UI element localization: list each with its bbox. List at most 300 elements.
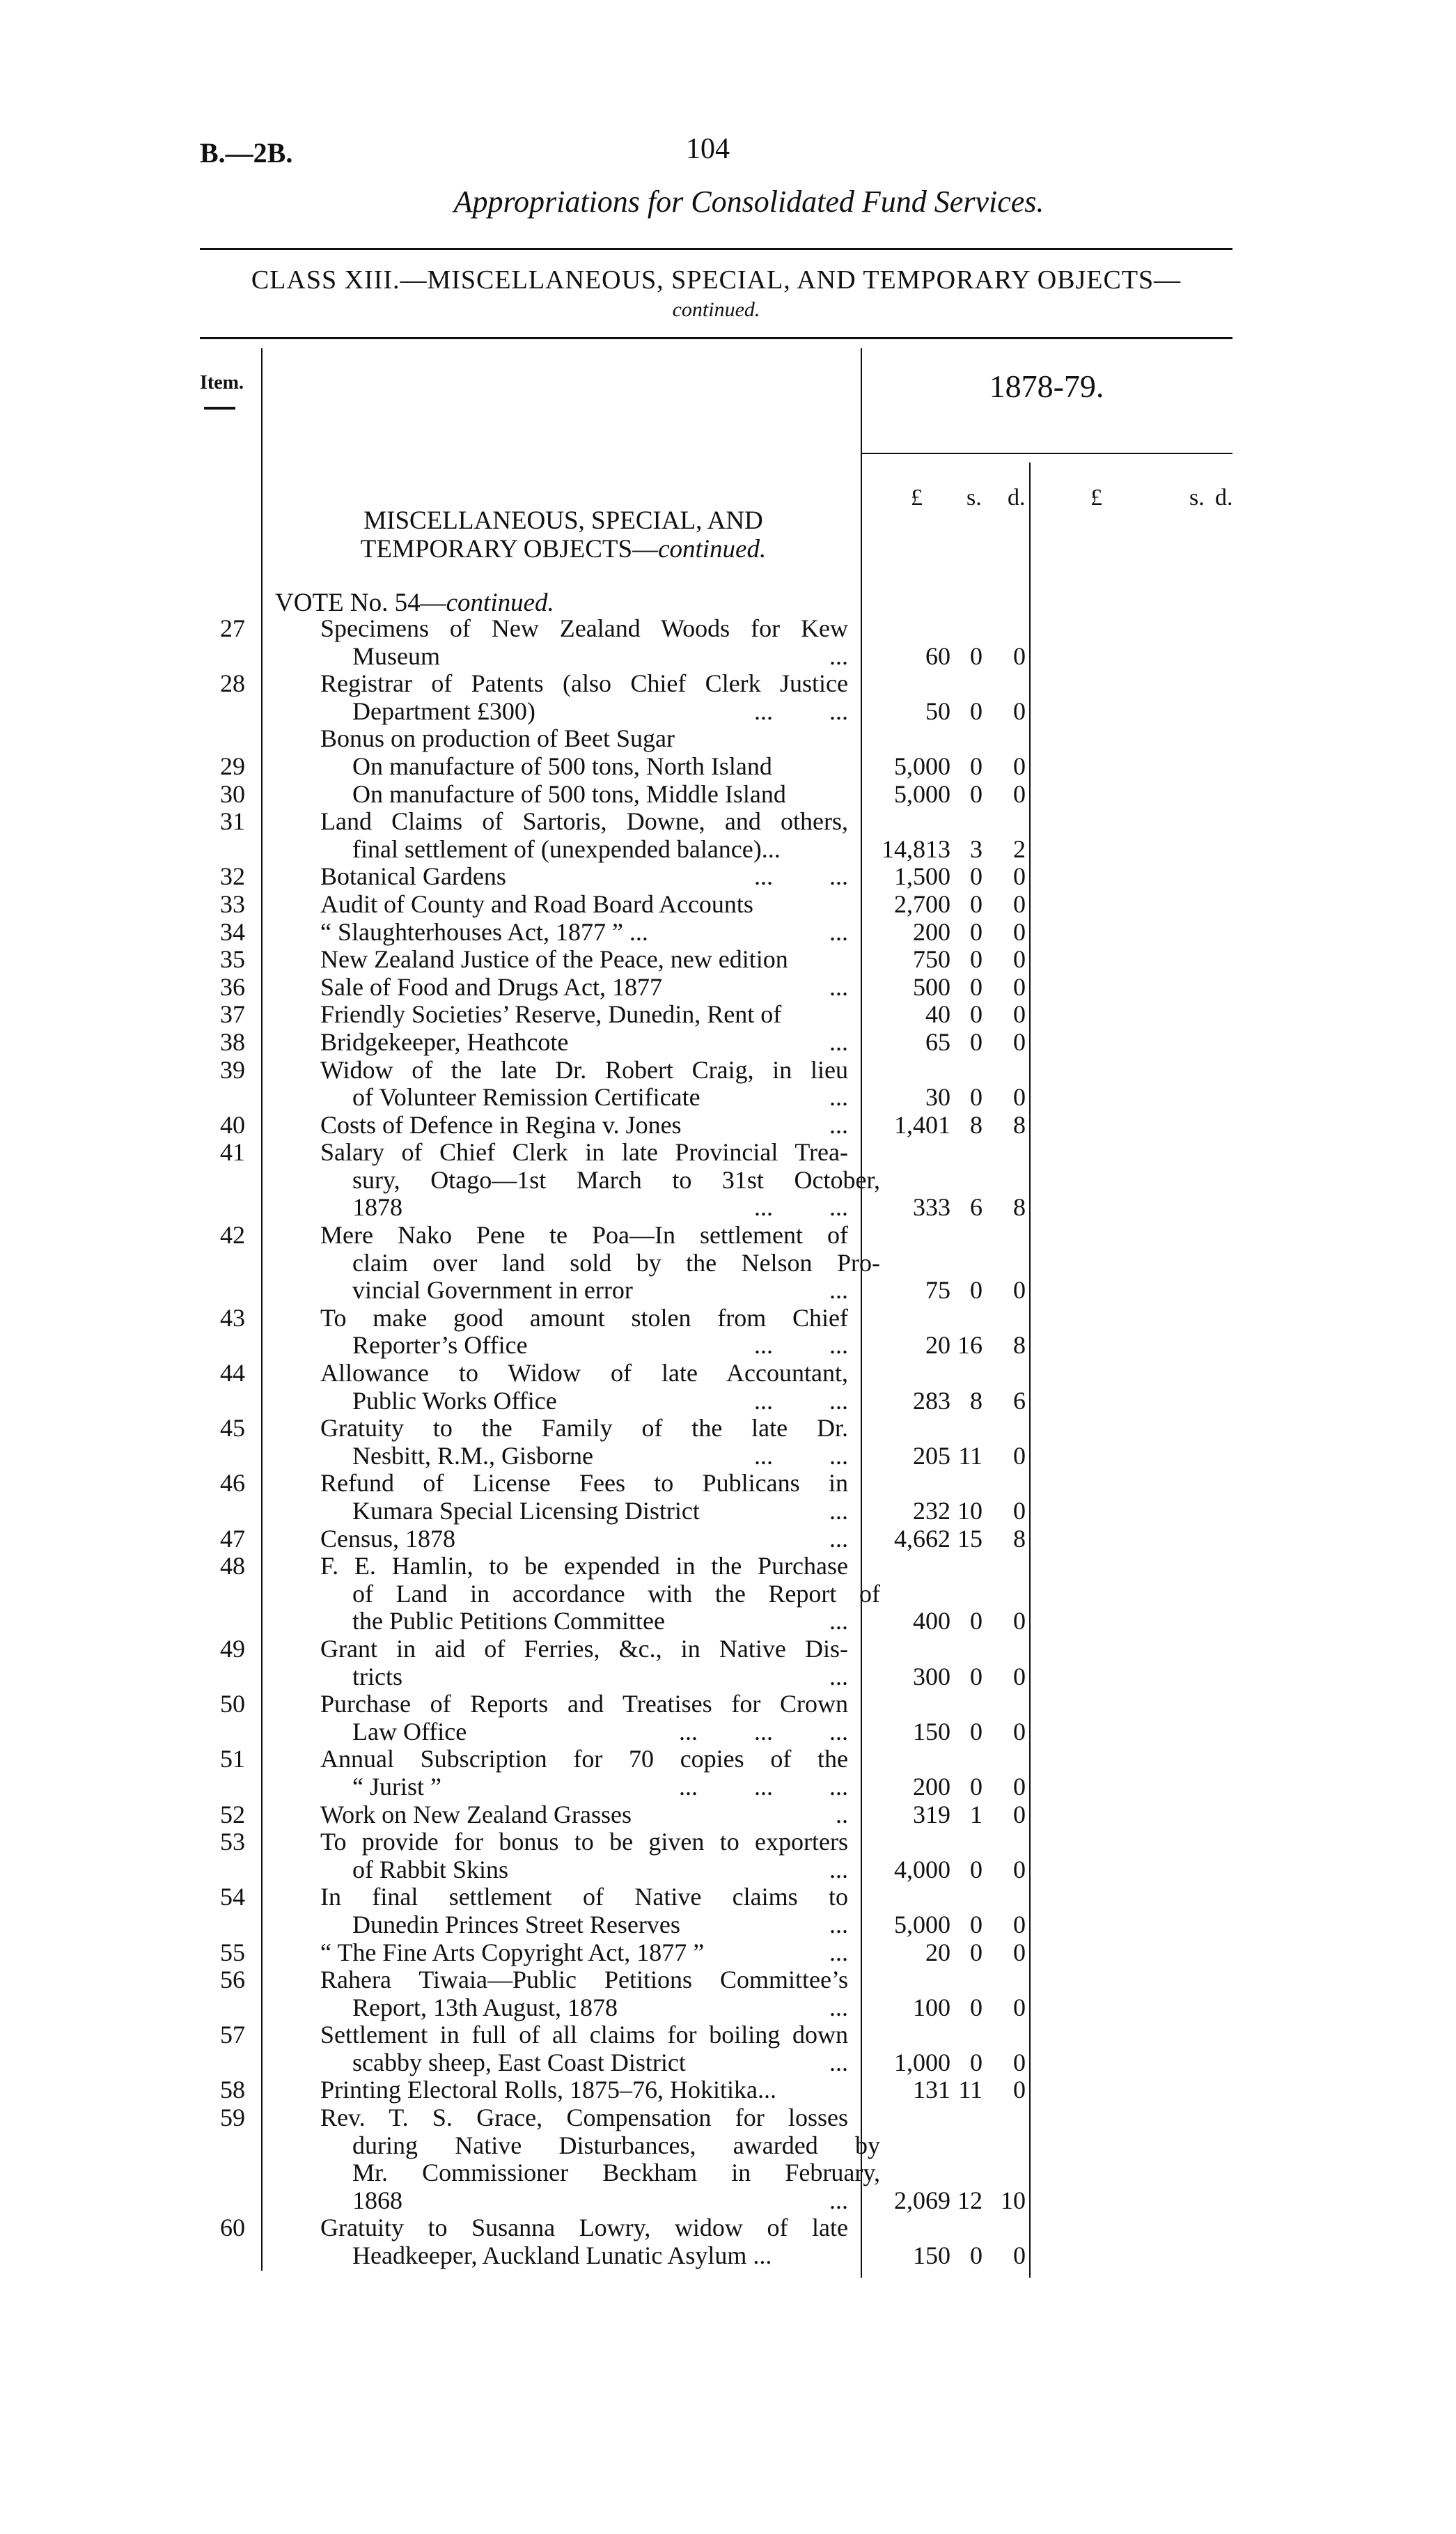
table-row-continuation bbox=[0, 1663, 1456, 1691]
amount-pence: 0 bbox=[1013, 1497, 1026, 1525]
item-description: Mr. Commissioner Beckham in February, bbox=[352, 2159, 880, 2187]
shillings-header-1: s. bbox=[966, 485, 982, 511]
item-number: 60 bbox=[220, 2214, 245, 2242]
item-description: F. E. Hamlin, to be expended in the Purchase bbox=[320, 1552, 848, 1580]
item-number: 39 bbox=[220, 1055, 245, 1084]
table-row bbox=[0, 1635, 1456, 1663]
amount-pence: 8 bbox=[1013, 1193, 1026, 1222]
table-row bbox=[0, 753, 1456, 781]
table-row bbox=[0, 2021, 1456, 2049]
amount-shillings: 0 bbox=[970, 1083, 983, 1112]
table-row-continuation bbox=[0, 643, 1456, 671]
item-number: 57 bbox=[220, 2021, 245, 2049]
table-row-continuation bbox=[0, 2187, 1456, 2215]
item-number: 54 bbox=[220, 1883, 245, 1911]
table-row bbox=[0, 1415, 1456, 1443]
item-number: 52 bbox=[220, 1800, 245, 1828]
pence-header-2: d. bbox=[1215, 485, 1233, 511]
table-row bbox=[0, 1057, 1456, 1085]
amount-pence: 0 bbox=[1013, 1027, 1026, 1056]
item-description: In final settlement of Native claims to bbox=[320, 1883, 848, 1911]
table-row bbox=[0, 1029, 1456, 1057]
table-row bbox=[0, 974, 1456, 1002]
item-number: 56 bbox=[220, 1966, 245, 1994]
leader-dots: ... ... bbox=[754, 1193, 848, 1222]
table-row-continuation bbox=[0, 1194, 1456, 1222]
leader-dots: ... bbox=[829, 1524, 848, 1553]
rule-top bbox=[200, 248, 1232, 250]
item-number: 48 bbox=[220, 1552, 245, 1580]
table-row-continuation bbox=[0, 1856, 1456, 1884]
item-number: 28 bbox=[220, 669, 245, 698]
amount-shillings: 0 bbox=[970, 1717, 983, 1746]
item-description: “ The Fine Arts Copyright Act, 1877 ” bbox=[320, 1938, 705, 1966]
amount-pence: 0 bbox=[1013, 1607, 1026, 1635]
table-row bbox=[0, 1360, 1456, 1388]
item-description: 1878 bbox=[352, 1193, 402, 1222]
item-description: Land Claims of Sartoris, Downe, and others, bbox=[320, 807, 848, 836]
item-description: tricts bbox=[352, 1662, 402, 1690]
item-description: Settlement in full of all claims for boiling down bbox=[320, 2021, 848, 2049]
item-number: 59 bbox=[220, 2104, 245, 2132]
table-row bbox=[0, 1553, 1456, 1580]
vote-number: VOTE No. 54— bbox=[275, 589, 446, 617]
amount-pounds: 40 bbox=[925, 1000, 950, 1029]
item-number: 38 bbox=[220, 1027, 245, 1056]
amount-pounds: 1,000 bbox=[894, 2048, 950, 2076]
leader-dots: ... bbox=[829, 2186, 848, 2214]
leader-dots: ... bbox=[829, 1910, 848, 1938]
item-description: of Volunteer Remission Certificate bbox=[352, 1083, 700, 1112]
amount-pounds: 100 bbox=[913, 1993, 950, 2021]
table-row bbox=[0, 670, 1456, 698]
leader-dots: ... bbox=[829, 1662, 848, 1690]
shillings-header-2: s. bbox=[1189, 485, 1205, 511]
amount-pounds: 20 bbox=[925, 1938, 950, 1966]
table-row bbox=[0, 1690, 1456, 1718]
amount-shillings: 0 bbox=[970, 1938, 983, 1966]
item-number: 51 bbox=[220, 1745, 245, 1773]
amount-pounds: 319 bbox=[913, 1800, 950, 1828]
amount-pounds: 200 bbox=[913, 1772, 950, 1801]
amount-pence: 8 bbox=[1013, 1524, 1026, 1553]
item-number: 31 bbox=[220, 807, 245, 836]
item-number: 32 bbox=[220, 862, 245, 891]
amount-pounds: 2,069 bbox=[894, 2186, 950, 2214]
item-description: Dunedin Princes Street Reserves bbox=[352, 1910, 680, 1938]
item-number: 43 bbox=[220, 1303, 245, 1332]
table-row bbox=[0, 1139, 1456, 1167]
amount-pounds: 283 bbox=[913, 1386, 950, 1415]
amount-pence: 10 bbox=[1001, 2186, 1026, 2214]
table-row bbox=[0, 863, 1456, 891]
amount-pounds: 60 bbox=[925, 642, 950, 670]
item-description: sury, Otago—1st March to 31st October, bbox=[352, 1165, 880, 1194]
item-description: of Rabbit Skins bbox=[352, 1855, 509, 1883]
item-number: 30 bbox=[220, 779, 245, 808]
amount-pounds: 65 bbox=[925, 1027, 950, 1056]
item-description: Rev. T. S. Grace, Compensation for losses bbox=[320, 2104, 848, 2132]
amount-shillings: 0 bbox=[970, 697, 983, 725]
amount-shillings: 0 bbox=[970, 779, 983, 808]
item-number: 29 bbox=[220, 752, 245, 780]
item-description: Census, 1878 bbox=[320, 1524, 456, 1553]
leader-dots: ... bbox=[829, 1607, 848, 1635]
amount-pence: 0 bbox=[1013, 1938, 1026, 1966]
amount-pence: 8 bbox=[1013, 1331, 1026, 1360]
table-row bbox=[0, 1939, 1456, 1967]
amount-pounds: 1,401 bbox=[894, 1110, 950, 1139]
amount-pounds: 30 bbox=[925, 1083, 950, 1112]
amount-pounds: 75 bbox=[925, 1276, 950, 1305]
amount-pence: 0 bbox=[1013, 972, 1026, 1001]
amount-pence: 0 bbox=[1013, 642, 1026, 670]
amount-pence: 0 bbox=[1013, 862, 1026, 891]
table-row-continuation bbox=[0, 698, 1456, 726]
item-description: Bonus on production of Beet Sugar bbox=[320, 724, 675, 753]
table-row bbox=[0, 1112, 1456, 1140]
item-number: 44 bbox=[220, 1359, 245, 1388]
amount-shillings: 0 bbox=[970, 1855, 983, 1883]
year-header: 1878-79. bbox=[989, 368, 1104, 404]
leader-dots: ... ... ... bbox=[679, 1772, 848, 1801]
amount-shillings: 12 bbox=[957, 2186, 983, 2214]
amount-pounds: 14,813 bbox=[882, 834, 950, 863]
amount-pence: 0 bbox=[1013, 2076, 1026, 2104]
table-row-continuation bbox=[0, 1773, 1456, 1801]
amount-pounds: 300 bbox=[913, 1662, 950, 1690]
amount-shillings: 0 bbox=[970, 752, 983, 780]
item-description: Costs of Defence in Regina v. Jones bbox=[320, 1110, 682, 1139]
leader-dots: ... bbox=[829, 972, 848, 1001]
leader-dots: ... bbox=[829, 1027, 848, 1056]
table-row bbox=[0, 946, 1456, 974]
vote-continued: continued. bbox=[446, 589, 554, 617]
leader-dots: ... ... bbox=[754, 1331, 848, 1360]
table-row-continuation bbox=[0, 836, 1456, 864]
table-row-continuation bbox=[0, 1911, 1456, 1939]
amount-pounds: 5,000 bbox=[894, 752, 950, 780]
table-row-continuation bbox=[0, 1388, 1456, 1415]
item-description: Bridgekeeper, Heathcote bbox=[320, 1027, 569, 1056]
leader-dots: ... bbox=[829, 1110, 848, 1139]
amount-pounds: 500 bbox=[913, 972, 950, 1001]
table-row bbox=[0, 615, 1456, 643]
item-column-header: Item. bbox=[200, 372, 244, 394]
amount-shillings: 1 bbox=[970, 1800, 983, 1828]
amount-shillings: 11 bbox=[958, 1441, 983, 1470]
item-number: 50 bbox=[220, 1690, 245, 1718]
amount-shillings: 0 bbox=[970, 2241, 983, 2270]
amount-pence: 0 bbox=[1013, 1993, 1026, 2021]
amount-shillings: 0 bbox=[970, 1607, 983, 1635]
table-row-continuation bbox=[0, 1718, 1456, 1746]
table-row bbox=[0, 808, 1456, 836]
table-row-continuation bbox=[0, 1332, 1456, 1360]
amount-pence: 0 bbox=[1013, 697, 1026, 725]
section-heading-line-2 bbox=[279, 534, 848, 564]
amount-shillings: 0 bbox=[970, 1662, 983, 1690]
amount-pence: 0 bbox=[1013, 1276, 1026, 1305]
item-description: Botanical Gardens bbox=[320, 862, 506, 891]
leader-dots: ... bbox=[829, 642, 848, 670]
leader-dots: ... ... bbox=[754, 697, 848, 725]
item-description: Gratuity to Susanna Lowry, widow of late bbox=[320, 2214, 848, 2242]
item-description: Gratuity to the Family of the late Dr. bbox=[320, 1414, 848, 1443]
item-description: Museum bbox=[352, 642, 440, 670]
amount-pounds: 232 bbox=[913, 1497, 950, 1525]
amount-shillings: 15 bbox=[957, 1524, 983, 1553]
amount-pounds: 200 bbox=[913, 917, 950, 946]
table-row-continuation bbox=[0, 2242, 1456, 2270]
amount-pence: 0 bbox=[1013, 2241, 1026, 2270]
item-description: Rahera Tiwaia—Public Petitions Committee’s bbox=[320, 1966, 848, 1994]
table-row bbox=[0, 1801, 1456, 1829]
document-reference: B.—2B. bbox=[200, 137, 293, 169]
amount-pence: 0 bbox=[1013, 1855, 1026, 1883]
item-description: Report, 13th August, 1878 bbox=[352, 1993, 618, 2021]
table-row bbox=[0, 1470, 1456, 1498]
item-description: “ Slaughterhouses Act, 1877 ” ... bbox=[320, 917, 648, 946]
item-description: Sale of Food and Drugs Act, 1877 bbox=[320, 972, 662, 1001]
item-description: Purchase of Reports and Treatises for Crown bbox=[320, 1690, 848, 1718]
item-number: 47 bbox=[220, 1524, 245, 1553]
amount-shillings: 0 bbox=[970, 2048, 983, 2076]
item-number: 53 bbox=[220, 1828, 245, 1856]
leader-dots: ... ... bbox=[754, 1441, 848, 1470]
amount-pence: 0 bbox=[1013, 1662, 1026, 1690]
item-number: 49 bbox=[220, 1634, 245, 1663]
table-row bbox=[0, 2214, 1456, 2242]
amount-shillings: 0 bbox=[970, 889, 983, 918]
leader-dots: ... ... bbox=[754, 1386, 848, 1415]
amount-shillings: 0 bbox=[970, 1276, 983, 1305]
table-row bbox=[0, 725, 1456, 753]
item-number: 58 bbox=[220, 2076, 245, 2104]
amount-shillings: 0 bbox=[970, 862, 983, 891]
leader-dots: ... bbox=[829, 2048, 848, 2076]
leader-dots: ... bbox=[829, 917, 848, 946]
table-row-continuation bbox=[0, 1994, 1456, 2022]
leader-dots: ... bbox=[829, 1497, 848, 1525]
amount-pounds: 50 bbox=[925, 697, 950, 725]
table-row bbox=[0, 1883, 1456, 1911]
amount-pounds: 750 bbox=[913, 945, 950, 974]
item-description: Work on New Zealand Grasses bbox=[320, 1800, 632, 1828]
table-row bbox=[0, 891, 1456, 919]
year-header-rule bbox=[861, 453, 1232, 454]
amount-pence: 0 bbox=[1013, 1000, 1026, 1029]
item-number: 34 bbox=[220, 917, 245, 946]
item-description: vincial Government in error bbox=[352, 1276, 633, 1305]
item-description: On manufacture of 500 tons, North Island bbox=[352, 752, 772, 780]
item-description: Reporter’s Office bbox=[352, 1331, 528, 1360]
item-number: 35 bbox=[220, 945, 245, 974]
table-row-continuation bbox=[0, 2159, 1456, 2187]
amount-pence: 2 bbox=[1013, 834, 1026, 863]
table-row-continuation bbox=[0, 1608, 1456, 1635]
amount-pence: 0 bbox=[1013, 1800, 1026, 1828]
item-description: Public Works Office bbox=[352, 1386, 557, 1415]
amount-shillings: 0 bbox=[970, 917, 983, 946]
table-row bbox=[0, 2076, 1456, 2104]
item-description: Kumara Special Licensing District bbox=[352, 1497, 700, 1525]
amount-pounds: 4,000 bbox=[894, 1855, 950, 1883]
amount-shillings: 0 bbox=[970, 1000, 983, 1029]
item-description: Registrar of Patents (also Chief Clerk Justice bbox=[320, 669, 848, 698]
amount-pence: 0 bbox=[1013, 945, 1026, 974]
item-number: 27 bbox=[220, 614, 245, 642]
item-description: Nesbitt, R.M., Gisborne bbox=[352, 1441, 593, 1470]
item-description: On manufacture of 500 tons, Middle Island bbox=[352, 779, 786, 808]
item-description: To provide for bonus to be given to exporters bbox=[320, 1828, 848, 1856]
amount-pounds: 20 bbox=[925, 1331, 950, 1360]
table-row-continuation bbox=[0, 1167, 1456, 1195]
table-row bbox=[0, 1966, 1456, 1994]
item-description: Salary of Chief Clerk in late Provincial Trea- bbox=[320, 1138, 848, 1167]
item-description: Refund of License Fees to Publicans in bbox=[320, 1469, 848, 1498]
item-description: Law Office bbox=[352, 1717, 467, 1746]
amount-pounds: 400 bbox=[913, 1607, 950, 1635]
item-number: 40 bbox=[220, 1110, 245, 1139]
item-number: 37 bbox=[220, 1000, 245, 1029]
amount-pence: 0 bbox=[1013, 889, 1026, 918]
table-row-continuation bbox=[0, 2049, 1456, 2077]
amount-shillings: 11 bbox=[958, 2076, 983, 2104]
item-description: Annual Subscription for 70 copies of the bbox=[320, 1745, 848, 1773]
amount-pounds: 150 bbox=[913, 2241, 950, 2270]
vote-heading bbox=[275, 588, 554, 618]
item-number: 42 bbox=[220, 1221, 245, 1250]
leader-dots: ... bbox=[829, 1083, 848, 1112]
table-row-continuation bbox=[0, 1580, 1456, 1608]
item-description: “ Jurist ” bbox=[352, 1772, 441, 1801]
rule-table-top bbox=[200, 337, 1232, 339]
table-row-continuation bbox=[0, 1250, 1456, 1277]
amount-shillings: 0 bbox=[970, 1772, 983, 1801]
class-continued: continued. bbox=[672, 298, 760, 321]
amount-shillings: 16 bbox=[957, 1331, 983, 1360]
item-number: 55 bbox=[220, 1938, 245, 1966]
leader-dots: ... ... ... bbox=[679, 1717, 848, 1746]
amount-shillings: 0 bbox=[970, 1910, 983, 1938]
item-description: the Public Petitions Committee bbox=[352, 1607, 665, 1635]
amount-pounds: 4,662 bbox=[894, 1524, 950, 1553]
amount-pounds: 2,700 bbox=[894, 889, 950, 918]
amount-shillings: 0 bbox=[970, 642, 983, 670]
amount-pounds: 5,000 bbox=[894, 779, 950, 808]
item-description: claim over land sold by the Nelson Pro- bbox=[352, 1248, 880, 1277]
section-heading-line-1: MISCELLANEOUS, SPECIAL, AND bbox=[363, 506, 763, 535]
pounds-header-1: £ bbox=[911, 485, 923, 511]
item-header-dash bbox=[204, 407, 235, 410]
class-heading: CLASS XIII.—MISCELLANEOUS, SPECIAL, AND TEMPORARY OBJECTS— bbox=[251, 265, 1182, 295]
item-number: 45 bbox=[220, 1414, 245, 1443]
amount-pence: 8 bbox=[1013, 1110, 1026, 1139]
amount-pence: 0 bbox=[1013, 1910, 1026, 1938]
item-number: 46 bbox=[220, 1469, 245, 1498]
item-description: Headkeeper, Auckland Lunatic Asylum ... bbox=[352, 2241, 772, 2270]
amount-shillings: 0 bbox=[970, 945, 983, 974]
amount-pence: 0 bbox=[1013, 917, 1026, 946]
page-title: Appropriations for Consolidated Fund Services. bbox=[453, 185, 1044, 219]
item-description: To make good amount stolen from Chief bbox=[320, 1303, 848, 1332]
amount-shillings: 0 bbox=[970, 1027, 983, 1056]
table-row bbox=[0, 1746, 1456, 1773]
item-description: Specimens of New Zealand Woods for Kew bbox=[320, 614, 848, 642]
pence-header-1: d. bbox=[1008, 485, 1026, 511]
amount-pence: 0 bbox=[1013, 752, 1026, 780]
item-description: New Zealand Justice of the Peace, new edition bbox=[320, 945, 788, 974]
leader-dots: .. bbox=[836, 1800, 848, 1828]
section-heading-text: TEMPORARY OBJECTS— bbox=[360, 535, 659, 563]
item-description: Widow of the late Dr. Robert Craig, in lieu bbox=[320, 1055, 848, 1084]
amount-shillings: 10 bbox=[957, 1497, 983, 1525]
amount-pence: 0 bbox=[1013, 1717, 1026, 1746]
item-description: Friendly Societies’ Reserve, Dunedin, Rent of bbox=[320, 1000, 782, 1029]
table-row bbox=[0, 1001, 1456, 1029]
item-description: Mere Nako Pene te Poa—In settlement of bbox=[320, 1221, 848, 1250]
table-row bbox=[0, 1525, 1456, 1553]
item-description: Grant in aid of Ferries, &c., in Native Dis- bbox=[320, 1634, 848, 1663]
table-row bbox=[0, 2104, 1456, 2132]
amount-pence: 6 bbox=[1013, 1386, 1026, 1415]
item-number: 41 bbox=[220, 1138, 245, 1167]
table-row bbox=[0, 1222, 1456, 1250]
item-description: Allowance to Widow of late Accountant, bbox=[320, 1359, 848, 1388]
table-row-continuation bbox=[0, 1084, 1456, 1112]
section-heading-continued: continued. bbox=[658, 535, 767, 563]
amount-pounds: 1,500 bbox=[894, 862, 950, 891]
amount-pence: 0 bbox=[1013, 1772, 1026, 1801]
amount-shillings: 0 bbox=[970, 1993, 983, 2021]
table-row bbox=[0, 1828, 1456, 1856]
item-description: during Native Disturbances, awarded by bbox=[352, 2131, 880, 2159]
item-number: 33 bbox=[220, 889, 245, 918]
amount-pounds: 150 bbox=[913, 1717, 950, 1746]
item-description: 1868 bbox=[352, 2186, 402, 2214]
item-description: Audit of County and Road Board Accounts bbox=[320, 889, 753, 918]
amount-pence: 0 bbox=[1013, 1441, 1026, 1470]
amount-pence: 0 bbox=[1013, 2048, 1026, 2076]
table-row-continuation bbox=[0, 1498, 1456, 1525]
item-number: 36 bbox=[220, 972, 245, 1001]
amount-pence: 0 bbox=[1013, 1083, 1026, 1112]
item-description: of Land in accordance with the Report of bbox=[352, 1579, 880, 1608]
leader-dots: ... bbox=[829, 1855, 848, 1883]
item-description: Department £300) bbox=[352, 697, 535, 725]
item-description: scabby sheep, East Coast District bbox=[352, 2048, 686, 2076]
amount-shillings: 6 bbox=[970, 1193, 983, 1222]
table-row-continuation bbox=[0, 1443, 1456, 1470]
item-description: Printing Electoral Rolls, 1875–76, Hokitika... bbox=[320, 2076, 776, 2104]
appropriation-items bbox=[0, 615, 1456, 2270]
leader-dots: ... ... bbox=[754, 862, 848, 891]
amount-pence: 0 bbox=[1013, 779, 1026, 808]
table-row bbox=[0, 919, 1456, 947]
table-row bbox=[0, 1305, 1456, 1332]
leader-dots: ... bbox=[829, 1276, 848, 1305]
leader-dots: ... bbox=[829, 1938, 848, 1966]
table-row-continuation bbox=[0, 1277, 1456, 1305]
amount-pounds: 5,000 bbox=[894, 1910, 950, 1938]
leader-dots: ... bbox=[829, 1993, 848, 2021]
amount-shillings: 3 bbox=[970, 834, 983, 863]
amount-shillings: 0 bbox=[970, 972, 983, 1001]
table-row bbox=[0, 781, 1456, 809]
page-number: 104 bbox=[686, 133, 730, 165]
amount-pounds: 205 bbox=[913, 1441, 950, 1470]
